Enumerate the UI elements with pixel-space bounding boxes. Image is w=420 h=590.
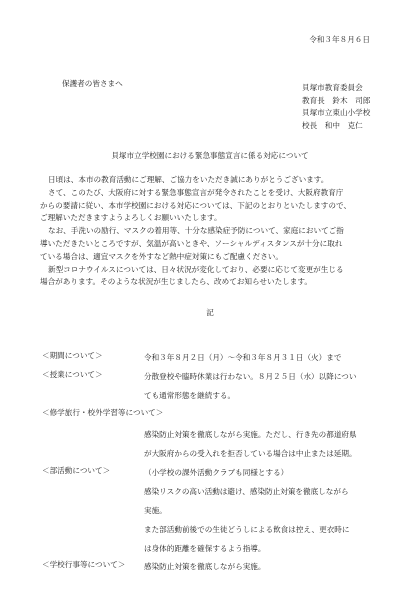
sender-line: 教育長 鈴木 司郎 (302, 95, 371, 105)
body-line: ご理解いただきますようよろしくお願いいたします。 (40, 213, 222, 223)
body-line: 場合があります。そのような状況が生じましたら、改めてお知らせいたします。 (40, 277, 312, 287)
item-line: が大阪府からの受入れを拒否している場合は中止または延期。 (144, 449, 357, 458)
body-line: なお、手洗いの励行、マスクの着用等、十分な感染症予防について、家庭においてご指 (48, 226, 344, 236)
classes-text (144, 367, 394, 405)
events-label: ＜学校行事等について＞ (42, 560, 126, 569)
body-line: 導いただきたいところですが、気温が高いときや、ソーシャルディスタンスが十分に取れ (40, 238, 343, 248)
item-line: 令和３年８月２日（月）～令和３年８月３１日（火）まで (144, 353, 342, 362)
item-line: 感染リスクの高い活動は避け、感染防止対策を徹底しながら (144, 487, 349, 496)
sender-line: 貝塚市教育委員会 (302, 83, 363, 92)
body-line: 新型コロナウイルスについては、日々状況が変化しており、必要に応じて変更が生じる (48, 264, 344, 274)
notice-date: 令和３年８月６日 (309, 35, 370, 44)
body-line: 日頃は、本市の教育活動にご理解、ご協力をいただき誠にありがとうございます。 (48, 175, 329, 184)
trips-text (144, 425, 394, 463)
sender-line: 校長 和中 克仁 (302, 120, 363, 130)
trips-label: ＜修学旅行・校外学習等について＞ (42, 408, 164, 417)
item-line: （小学校の課外活動クラブも同様とする） (144, 468, 289, 477)
item-line: 感染防止対策を徹底しながら実施。 (144, 562, 266, 571)
events-text (144, 557, 394, 576)
body-line: からの要請に従い、本市学校園における対応については、下記のとおりといたしますので、 (40, 200, 352, 210)
notice-title: 貝塚市立学校園における緊急事態宣言に係る対応について (111, 151, 309, 160)
body-line: ている場合は、適宜マスクを外すなど熱中症対策にもご配慮ください。 (40, 251, 283, 261)
clubs-text (144, 463, 394, 558)
item-line: ても通常形態を継続する。 (144, 391, 236, 400)
sender-line: 貝塚市立東山小学校 (302, 108, 371, 117)
item-line: 感染防止対策を徹底しながら実施。ただし、行き先の都道府県 (144, 430, 357, 439)
clubs-label: ＜部活動について＞ (42, 466, 111, 475)
recipient-line: 保護者の皆さまへ (62, 79, 123, 88)
classes-label: ＜授業について＞ (42, 370, 103, 379)
period-label: ＜期間について＞ (42, 351, 103, 360)
sender-block (302, 82, 370, 132)
period-text (144, 348, 394, 367)
item-line: また部活動前後での生徒どうしによる飲食は控え、更衣時に (144, 525, 350, 534)
notice-body (40, 174, 386, 289)
item-line: 実施。 (144, 506, 167, 515)
body-line: さて、このたび、大阪府に対する緊急事態宣言が発令されたことを受け、大阪府教育庁 (48, 187, 344, 197)
item-line: 分散登校や臨時休業は行わない。８月２５日（水）以降につい (144, 372, 357, 381)
item-line: は身体的距離を確保するよう指導。 (144, 544, 266, 553)
ki-heading: 記 (206, 308, 214, 317)
